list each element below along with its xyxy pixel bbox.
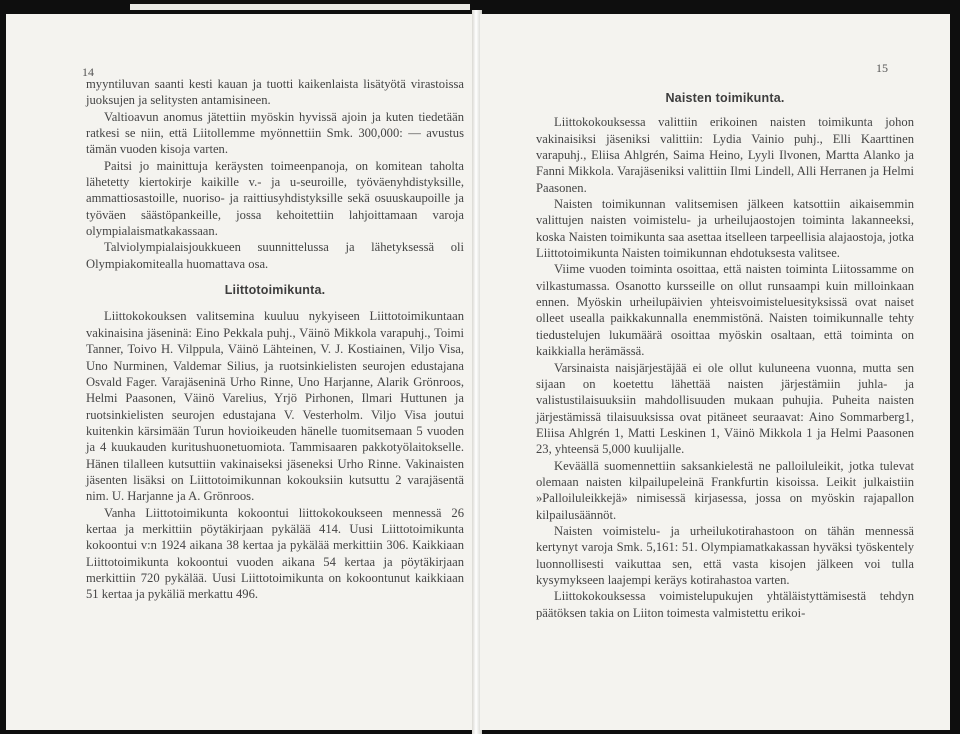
left-page [6,14,474,730]
paragraph: myyntiluvan saanti kesti kauan ja tuotti kaikenlaista lisätyötä virastoissa juoksujen ja selitysten antamisineen. [86,77,464,108]
paragraph: Liittokokouksessa voimistelupukujen yhtäläistyttämisestä tehdyn päätöksen takia on Liiton toimesta valmistettu erikoi- [536,589,914,620]
section-heading-liittotoimikunta: Liittotoimikunta. [224,283,326,298]
page-number-left: 14 [82,65,94,79]
right-column [536,90,914,621]
paragraph: Keväällä suomennettiin saksankielestä ne palloiluleikit, jotka tulevat olemaan naisten kilpailupeleinä Frankfurtin kisoissa. Leikit julkaistiin »Palloiluleikkejä» nimisessä kirjasessa, jossa on myöskin rajapallon kilpailusäännöt. [536,458,914,522]
paragraph: Varsinaista naisjärjestäjää ei ole ollut kuluneena vuonna, mutta sen sijaan on koetettu lähettää naisten järjestämiin juhla- ja valistustilaisuuksiin mahdollisuuden mukaan puhujia. Puheita naisten järjestämissä tilaisuuksissa ovat pitäneet seuraavat: Aino Sommarberg1, Eliisa Ahlgrén 1, Matti Leskinen 1, Väinö Mikkola 1 ja Helmi Paasonen 23, yhteensä 5,000 kuulijalle. [536,360,914,457]
right-page [480,14,950,730]
paragraph: Naisten toimikunnan valitsemisen jälkeen katsottiin aikaisemmin valittujen naisten voimistelu- ja urheilujaostojen toiminta lakanneeksi, koska Naisten toimikunta saa asettaa itselleen tarpeellisia alajaostoja, jotka Liittotoimikunta Naisten toimikunnan ehdotuksesta valitsee. [536,197,914,261]
page-edge [130,4,470,10]
paragraph: Paitsi jo mainittuja keräysten toimeenpanoja, on komitean taholta lähetetty kiertokirje kaikille v.- ja u-seuroille, työväenyhdistyksille, ammattiosastoille, nuoriso- ja raittiusyhdistyksille sekä osuuskaupoille ja työväen säästöpankeille, jossa kehoitettiin lahjoittamaan varoja olympialaismatkakassaan. [86,158,464,239]
page-number-right: 15 [876,61,888,75]
paragraph: Naisten voimistelu- ja urheilukotirahastoon on tähän mennessä kertynyt varoja Smk. 5,161: 51. Olympiamatkakassan hyväksi työskentely luonnollisesti vaikuttaa sen, että vasta kisojen jälkeen voi tulla kysymykseen laajempi keräys kotirahastoa varten. [536,523,914,587]
paragraph: Liittokokouksen valitsemina kuuluu nykyiseen Liittotoimikuntaan vakinaisina jäseninä: Eino Pekkala puhj., Väinö Mikkola varapuhj., Toimi Tanner, Toivo H. Vilppula, Väinö Lähteinen, V. J. Kostiainen, Viljo Visa, Uno Nurminen, Valdemar Silius, ja ruotsinkielisten seurojen edustajana Osvald Fager. Varajäseninä Urho Rinne, Uno Harjanne, Alarik Grönroos, Helmi Paasonen, Väinö Varelius, Yrjö Pirhonen, Ilmari Huttunen ja ruotsinkielisten seurojen edustajana V. Vesterholm. Viljo Visa joutui kuitenkin kärsimään Turun hovioikeuden hänelle tuomitsemaan 5 vuoden ja 4 kuukauden kuritushuonetuomiota. Tammisaaren pakkotyölaitokselle. Hänen tilalleen kutsuttiin vakinaiseksi jäseneksi Urho Rinne. Vakinaisten jäsenten lisäksi on Liittotoimikunnan kokouksiin kutsuttu 2 varajäsentä nim. U. Harjanne ja A. Grönroos. [86,309,464,504]
paragraph: Liittokokouksessa valittiin erikoinen naisten toimikunta johon vakinaisiksi jäseniksi valittiin: Lydia Vainio puhj., Elli Kaarttinen varapuhj., Eliisa Ahlgrén, Saima Heino, Lyyli Ilvonen, Martta Alanko ja Fanni Mikkola. Varajäseniksi valittiin Ilmi Lindell, Alli Herranen ja Helmi Paasonen. [536,115,914,195]
paragraph: Vanha Liittotoimikunta kokoontui liittokokoukseen mennessä 26 kertaa ja merkittiin pöytäkirjaan pykälää 414. Uusi Liittotoimikunta kokoontui v:n 1924 aikana 38 kertaa ja pykälää merkittiin 306. Kaikkiaan Liittotoimikunta kokoontui vuoden aikana 54 kertaa ja pöytäkirjaan merkittiin 720 pykälää. Uusi Liittotoimikunta on kokoontunut kaikkiaan 51 kertaa ja pykäliä merkattu 496. [86,505,464,602]
paragraph: Viime vuoden toiminta osoittaa, että naisten toiminta Liitossamme on vilkastumassa. Osanotto kursseille on ollut runsaampi kuin milloinkaan ennen. Myöskin urheilupäivien yhteisvoimisteluesityksissä ovat naiset olleet usealla paikkakunnalla enemmistönä. Naisten toimikunnalle tehty tiedustelujen lukumäärä osoittaa myöskin osaltaan, että toiminta on kaikkialla herämässä. [536,262,914,359]
section-heading-naisten-toimikunta: Naisten toimikunta. [665,91,785,105]
left-column [86,76,464,603]
paragraph: Valtioavun anomus jätettiin myöskin hyvissä ajoin ja kuten tiedetään ratkesi se niin, että Liitollemme myönnettiin Smk. 300,000: — avustus tämän vuoden kisoja varten. [86,109,464,157]
paragraph: Talviolympialaisjoukkueen suunnittelussa ja lähetyksessä oli Olympiakomitealla huomattava osa. [86,240,464,271]
